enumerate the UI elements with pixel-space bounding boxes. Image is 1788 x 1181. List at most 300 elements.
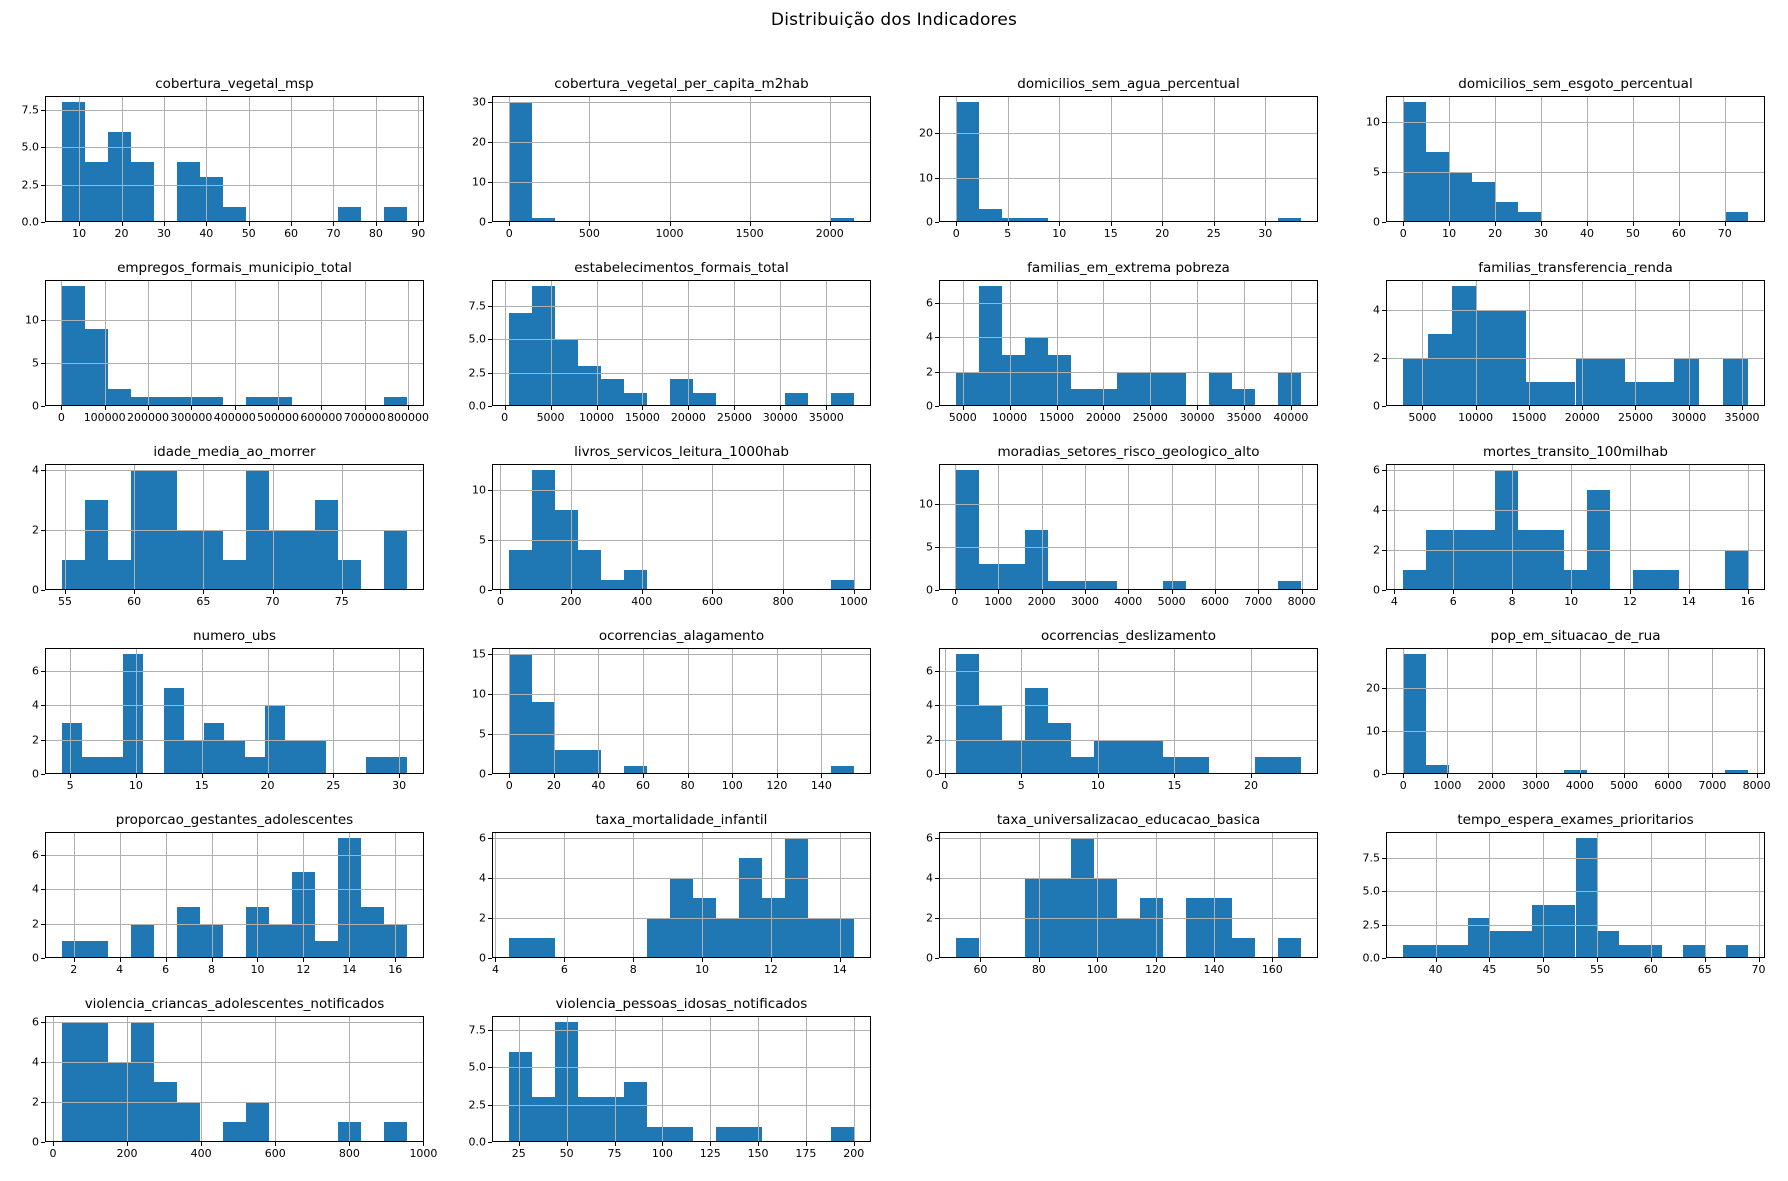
- x-tick-label: 1000: [984, 595, 1013, 608]
- histogram-bar: [315, 500, 338, 590]
- x-gridline: [201, 1016, 202, 1142]
- x-gridline: [61, 280, 62, 406]
- histogram-bar: [1403, 102, 1426, 222]
- x-tick-label: 14: [832, 963, 847, 976]
- x-tick-label: 2000: [1027, 595, 1056, 608]
- plot-area: [1366, 648, 1771, 792]
- y-gridline: [492, 838, 871, 839]
- x-tick-label: 20000: [670, 411, 706, 424]
- histogram-bar: [1600, 358, 1625, 406]
- x-gridline: [53, 1016, 54, 1142]
- y-gridline: [45, 470, 424, 471]
- x-tick-label: 140: [1203, 963, 1225, 976]
- x-gridline: [1150, 280, 1151, 406]
- histogram-bar: [103, 757, 123, 774]
- x-tick-mark: [1422, 406, 1423, 410]
- x-gridline: [105, 280, 106, 406]
- histogram-bar: [177, 907, 200, 958]
- y-tick-label: 0: [926, 215, 933, 229]
- x-tick-label: 150: [747, 1147, 769, 1160]
- x-gridline: [1536, 648, 1537, 774]
- x-tick-mark: [963, 406, 964, 410]
- x-tick-label: 125: [699, 1147, 721, 1160]
- x-gridline: [206, 96, 207, 222]
- y-tick-label: 4: [32, 1055, 39, 1069]
- x-gridline: [1039, 832, 1040, 958]
- x-gridline: [1712, 648, 1713, 774]
- x-tick-mark: [519, 1142, 520, 1146]
- x-gridline: [955, 464, 956, 590]
- subplot-taxa-mortalidade-infantil: [447, 810, 894, 994]
- x-tick-mark: [1150, 406, 1151, 410]
- x-gridline: [1543, 832, 1544, 958]
- x-tick-mark: [1215, 590, 1216, 594]
- x-tick-mark: [349, 1142, 350, 1146]
- histogram-bar: [1564, 570, 1587, 590]
- x-tick-mark: [1582, 406, 1583, 410]
- x-tick-mark: [945, 774, 946, 778]
- x-gridline: [1541, 96, 1542, 222]
- charts-grid: [0, 74, 1788, 1178]
- x-tick-label: 160: [1261, 963, 1283, 976]
- y-tick-label: 0: [32, 583, 39, 597]
- x-tick-label: 12: [1622, 595, 1637, 608]
- histogram-bar: [601, 379, 624, 406]
- y-gridline: [1386, 891, 1765, 892]
- x-gridline: [1059, 96, 1060, 222]
- x-gridline: [303, 832, 304, 958]
- y-gridline: [492, 490, 871, 491]
- y-tick-mark: [488, 1142, 492, 1143]
- x-tick-mark: [212, 958, 213, 962]
- x-tick-mark: [70, 774, 71, 778]
- x-tick-label: 15000: [1039, 411, 1075, 424]
- histogram-bar: [82, 757, 102, 774]
- y-tick-label: 0: [1373, 583, 1380, 597]
- x-gridline: [712, 464, 713, 590]
- subplot-title: familias_transferencia_renda: [1478, 260, 1673, 276]
- x-gridline: [166, 832, 167, 958]
- x-gridline: [278, 280, 279, 406]
- x-gridline: [1476, 280, 1477, 406]
- y-tick-mark: [1382, 590, 1386, 591]
- histogram-bar: [1117, 740, 1140, 774]
- x-tick-mark: [783, 590, 784, 594]
- x-gridline: [1725, 96, 1726, 222]
- histogram-bar: [1495, 470, 1518, 590]
- histogram-bar: [85, 500, 108, 590]
- x-gridline: [732, 648, 733, 774]
- y-tick-label: 10: [25, 313, 39, 327]
- histogram-bar: [1472, 530, 1495, 590]
- subplot-title: moradias_setores_risco_geologico_alto: [997, 444, 1260, 460]
- histogram-bar: [1495, 202, 1518, 222]
- x-gridline: [1111, 96, 1112, 222]
- x-tick-mark: [732, 774, 733, 778]
- x-tick-mark: [122, 222, 123, 226]
- x-tick-label: 8000: [1742, 779, 1771, 792]
- subplot-title: ocorrencias_deslizamento: [1041, 628, 1216, 644]
- y-gridline: [1386, 925, 1765, 926]
- y-gridline: [492, 1030, 871, 1031]
- histogram-bar: [1186, 898, 1209, 958]
- plot-frame: [492, 96, 871, 222]
- x-gridline: [1633, 96, 1634, 222]
- x-gridline: [1529, 280, 1530, 406]
- x-tick-mark: [164, 222, 165, 226]
- y-tick-label: 0: [1373, 399, 1380, 413]
- y-tick-label: 0.0: [1362, 951, 1380, 965]
- x-tick-mark: [1651, 958, 1652, 962]
- y-tick-mark: [935, 222, 939, 223]
- x-tick-mark: [1265, 222, 1266, 226]
- histogram-bar: [1649, 382, 1674, 406]
- x-tick-mark: [1394, 590, 1395, 594]
- x-tick-mark: [1057, 406, 1058, 410]
- y-tick-label: 4: [926, 871, 933, 885]
- x-gridline: [1705, 832, 1706, 958]
- x-tick-label: 0: [1399, 779, 1407, 792]
- x-tick-label: 20000: [1085, 411, 1121, 424]
- x-tick-mark: [1008, 222, 1009, 226]
- histogram-bar: [555, 750, 578, 774]
- x-tick-label: 300000: [170, 411, 213, 424]
- x-tick-label: 55: [1590, 963, 1605, 976]
- x-gridline: [333, 648, 334, 774]
- plot-area: [919, 96, 1318, 240]
- y-gridline: [939, 878, 1318, 879]
- x-tick-label: 8: [629, 963, 637, 976]
- x-tick-label: 75: [607, 1147, 622, 1160]
- subplot-domicilios-sem-esgoto-percentual: [1341, 74, 1788, 258]
- x-tick-mark: [1512, 590, 1513, 594]
- histogram-bar: [1625, 382, 1650, 406]
- x-tick-mark: [551, 406, 552, 410]
- x-tick-label: 20000: [1564, 411, 1600, 424]
- histogram-bar: [1232, 938, 1255, 958]
- x-tick-mark: [1541, 222, 1542, 226]
- histogram-bar: [1117, 918, 1140, 958]
- histogram-bar: [1163, 581, 1186, 590]
- histogram-bar: [1518, 212, 1541, 222]
- y-tick-label: 4: [1373, 503, 1380, 517]
- x-tick-label: 35000: [808, 411, 844, 424]
- x-gridline: [564, 832, 565, 958]
- histogram-bar: [154, 1082, 177, 1142]
- y-tick-label: 7.5: [468, 1023, 486, 1036]
- histogram-bar: [1002, 564, 1025, 590]
- subplot-title: taxa_mortalidade_infantil: [595, 812, 768, 828]
- x-tick-label: 20: [1244, 779, 1258, 792]
- x-tick-mark: [1174, 774, 1175, 778]
- y-tick-label: 10: [1366, 724, 1380, 738]
- x-gridline: [257, 832, 258, 958]
- x-tick-label: 500000: [257, 411, 300, 424]
- histogram-bar: [1278, 938, 1301, 958]
- histogram-bar: [1403, 570, 1426, 590]
- x-tick-mark: [120, 958, 121, 962]
- x-gridline: [70, 648, 71, 774]
- x-gridline: [1489, 832, 1490, 958]
- x-gridline: [1403, 648, 1404, 774]
- histogram-bar: [245, 757, 265, 774]
- x-tick-label: 0: [501, 411, 509, 424]
- x-tick-label: 25: [1206, 227, 1221, 240]
- x-tick-mark: [1258, 590, 1259, 594]
- x-tick-label: 100: [651, 1147, 673, 1160]
- x-tick-mark: [1757, 774, 1758, 778]
- y-gridline: [939, 705, 1318, 706]
- histogram-bar: [956, 470, 979, 590]
- x-gridline: [1651, 832, 1652, 958]
- histogram-bar: [670, 1127, 693, 1142]
- x-tick-label: 25000: [1617, 411, 1653, 424]
- histogram-bar: [808, 918, 831, 958]
- x-gridline: [291, 96, 292, 222]
- x-gridline: [945, 648, 946, 774]
- subplot-tempo-espera-exames-prioritarios: [1341, 810, 1788, 994]
- x-gridline: [571, 464, 572, 590]
- histogram-bar: [509, 1052, 532, 1142]
- histogram-bar: [509, 102, 532, 222]
- subplot-violencia-pessoas-idosas-notificados: [447, 994, 894, 1178]
- histogram-bar: [62, 723, 82, 774]
- y-gridline: [45, 855, 424, 856]
- x-gridline: [509, 648, 510, 774]
- histogram-bar: [108, 560, 131, 590]
- x-tick-mark: [235, 406, 236, 410]
- histogram-bar: [1117, 372, 1140, 406]
- x-gridline: [519, 1016, 520, 1142]
- x-tick-label: 140: [810, 779, 832, 792]
- x-tick-label: 0: [1399, 227, 1407, 240]
- x-tick-label: 35000: [1226, 411, 1262, 424]
- histogram-bar: [1140, 740, 1163, 774]
- y-tick-mark: [488, 774, 492, 775]
- histogram-bar: [384, 1122, 407, 1142]
- x-tick-label: 200000: [127, 411, 170, 424]
- x-tick-mark: [980, 958, 981, 962]
- x-tick-label: 20: [260, 779, 275, 792]
- histogram-bar: [1071, 389, 1094, 406]
- y-gridline: [492, 694, 871, 695]
- y-tick-label: 2: [1373, 543, 1380, 557]
- x-tick-mark: [291, 222, 292, 226]
- x-gridline: [598, 648, 599, 774]
- y-tick-label: 7.5: [468, 299, 486, 313]
- histogram-bar: [1674, 358, 1699, 406]
- plot-area: [926, 280, 1318, 424]
- x-tick-label: 65: [1697, 963, 1712, 976]
- y-gridline: [45, 671, 424, 672]
- histogram-bar: [1683, 945, 1705, 958]
- x-tick-mark: [1103, 406, 1104, 410]
- x-gridline: [1582, 280, 1583, 406]
- x-tick-mark: [1759, 958, 1760, 962]
- y-gridline: [492, 654, 871, 655]
- x-tick-label: 60: [1643, 963, 1658, 976]
- x-gridline: [399, 648, 400, 774]
- x-gridline: [597, 280, 598, 406]
- x-gridline: [505, 280, 506, 406]
- x-tick-mark: [303, 958, 304, 962]
- y-gridline: [492, 918, 871, 919]
- histogram-bar: [1554, 905, 1576, 958]
- histogram-bar: [578, 550, 601, 590]
- x-gridline: [1197, 280, 1198, 406]
- x-tick-label: 1000: [655, 227, 684, 240]
- plot-area: [1362, 832, 1766, 976]
- x-tick-label: 120: [1145, 963, 1167, 976]
- x-tick-label: 20: [114, 227, 129, 240]
- x-tick-label: 40000: [1273, 411, 1309, 424]
- x-gridline: [1453, 464, 1454, 590]
- x-tick-label: 60: [636, 779, 651, 792]
- x-tick-mark: [134, 590, 135, 594]
- histogram-bar: [624, 393, 647, 406]
- x-gridline: [321, 280, 322, 406]
- x-tick-label: 6000: [1200, 595, 1229, 608]
- x-gridline: [1587, 96, 1588, 222]
- histogram-bar: [177, 162, 200, 222]
- y-tick-label: 6: [926, 664, 933, 678]
- y-tick-label: 2.5: [468, 366, 486, 380]
- x-gridline: [777, 648, 778, 774]
- x-tick-label: 30: [1258, 227, 1273, 240]
- y-gridline: [45, 530, 424, 531]
- histogram-bar: [315, 941, 338, 958]
- x-tick-label: 60: [284, 227, 299, 240]
- plot-area: [472, 464, 871, 608]
- plot-area: [32, 648, 424, 792]
- x-gridline: [1103, 280, 1104, 406]
- y-tick-mark: [488, 590, 492, 591]
- y-tick-label: 10: [472, 175, 486, 189]
- plot-area: [919, 464, 1318, 608]
- y-tick-label: 0: [926, 399, 933, 413]
- x-tick-mark: [206, 222, 207, 226]
- x-tick-mark: [598, 774, 599, 778]
- x-tick-label: 25: [326, 779, 341, 792]
- y-gridline: [45, 110, 424, 111]
- figure-title: Distribuição dos Indicadores: [770, 10, 1018, 30]
- subplot-taxa-universalizacao-educacao-basica: [894, 810, 1341, 994]
- x-tick-label: 1000: [1433, 779, 1462, 792]
- x-gridline: [1512, 464, 1513, 590]
- y-gridline: [1386, 858, 1765, 859]
- y-tick-mark: [935, 406, 939, 407]
- x-gridline: [136, 648, 137, 774]
- y-gridline: [492, 878, 871, 879]
- x-tick-label: 5000: [948, 411, 977, 424]
- histogram-bar: [1472, 182, 1495, 222]
- x-gridline: [806, 1016, 807, 1142]
- x-tick-mark: [1489, 958, 1490, 962]
- x-tick-mark: [505, 406, 506, 410]
- histogram-bar: [1587, 490, 1610, 590]
- histogram-bar: [338, 207, 361, 222]
- y-gridline: [1386, 550, 1765, 551]
- x-tick-mark: [702, 958, 703, 962]
- histogram-bar: [509, 550, 532, 590]
- subplot-domicilios-sem-agua-percentual: [894, 74, 1341, 258]
- x-tick-mark: [408, 406, 409, 410]
- x-tick-mark: [1630, 590, 1631, 594]
- x-gridline: [509, 96, 510, 222]
- x-tick-label: 10: [1564, 595, 1579, 608]
- y-gridline: [492, 306, 871, 307]
- x-tick-mark: [688, 774, 689, 778]
- x-tick-mark: [1571, 590, 1572, 594]
- x-tick-mark: [148, 406, 149, 410]
- x-tick-label: 8: [208, 963, 216, 976]
- histogram-bar: [1656, 570, 1679, 590]
- x-tick-mark: [268, 774, 269, 778]
- x-tick-mark: [1403, 774, 1404, 778]
- x-tick-mark: [376, 222, 377, 226]
- x-tick-mark: [500, 590, 501, 594]
- x-gridline: [212, 832, 213, 958]
- histogram-bar: [131, 397, 154, 406]
- x-tick-mark: [589, 222, 590, 226]
- x-tick-mark: [1111, 222, 1112, 226]
- y-tick-label: 2: [32, 733, 39, 747]
- x-gridline: [500, 464, 501, 590]
- x-gridline: [854, 464, 855, 590]
- x-tick-mark: [688, 406, 689, 410]
- x-tick-label: 45: [1482, 963, 1497, 976]
- histogram-bar: [1278, 372, 1301, 406]
- x-tick-label: 70: [1717, 227, 1732, 240]
- x-tick-label: 8: [1508, 595, 1516, 608]
- x-tick-mark: [349, 958, 350, 962]
- x-tick-mark: [955, 590, 956, 594]
- y-gridline: [45, 185, 424, 186]
- y-tick-label: 6: [479, 831, 486, 845]
- x-gridline: [349, 832, 350, 958]
- x-gridline: [376, 96, 377, 222]
- x-tick-mark: [191, 406, 192, 410]
- plot-area: [32, 832, 424, 976]
- y-gridline: [1386, 122, 1765, 123]
- x-tick-mark: [1021, 774, 1022, 778]
- histogram-bar: [1071, 757, 1094, 774]
- x-tick-label: 40: [1428, 963, 1443, 976]
- x-tick-mark: [1712, 774, 1713, 778]
- histogram-bar: [762, 898, 785, 958]
- x-gridline: [365, 280, 366, 406]
- x-tick-label: 5000: [1157, 595, 1186, 608]
- x-tick-label: 100000: [83, 411, 126, 424]
- histogram-bar: [62, 286, 85, 406]
- histogram-bar: [1255, 757, 1278, 774]
- histogram-bar: [532, 470, 555, 590]
- y-gridline: [45, 1062, 424, 1063]
- histogram-bar: [1163, 372, 1186, 406]
- x-tick-label: 30: [392, 779, 407, 792]
- x-tick-mark: [203, 590, 204, 594]
- x-gridline: [1214, 832, 1215, 958]
- x-gridline: [1689, 280, 1690, 406]
- x-tick-mark: [1742, 406, 1743, 410]
- x-tick-label: 10000: [579, 411, 614, 424]
- y-tick-mark: [935, 590, 939, 591]
- y-tick-label: 20: [1366, 681, 1380, 695]
- x-tick-mark: [1668, 774, 1669, 778]
- x-tick-label: 10000: [1458, 411, 1494, 424]
- x-gridline: [998, 464, 999, 590]
- y-tick-label: 6: [926, 831, 933, 845]
